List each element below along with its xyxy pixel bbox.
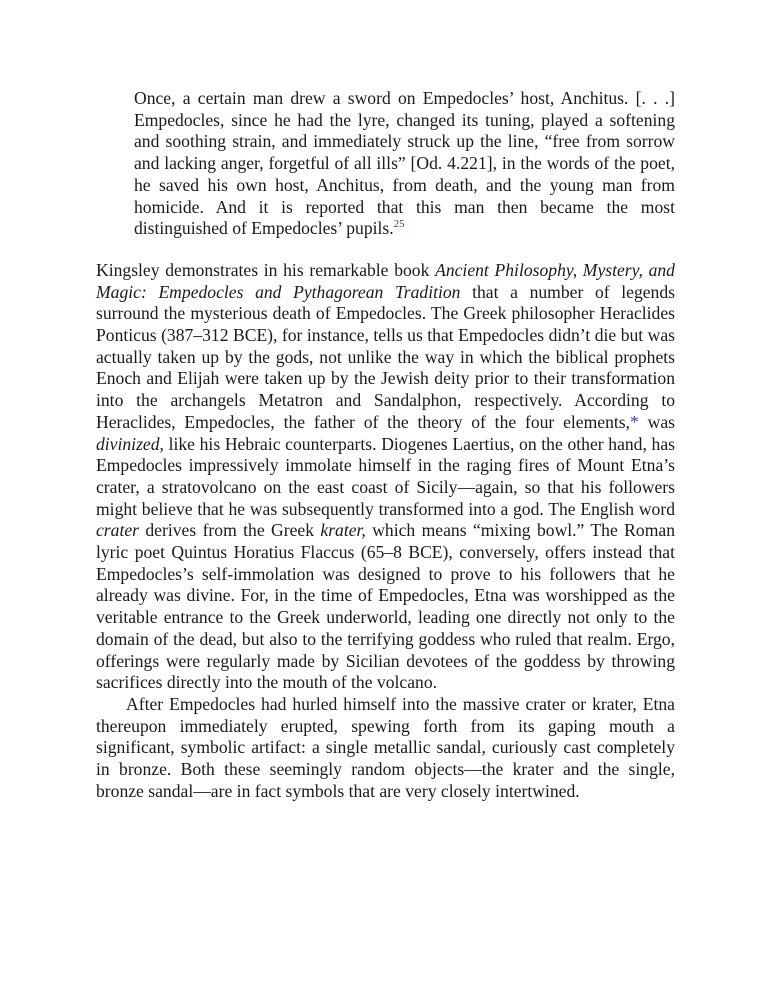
text-run: was <box>638 411 675 432</box>
text-run: derives from the Greek <box>139 520 321 541</box>
text-run: like his Hebraic counterparts. Diogenes Laertius, on the other hand, has Empedocles impressively immolate himself in the raging fires of Mount Etna’s crater, a stratovolcano on the east coast of Sicily—again, so that his followers might believe that he was subsequently transformed into a god. The English word <box>96 433 675 519</box>
italic-divinized: divinized, <box>96 433 164 454</box>
text-run: which means “mixing bowl.” The Roman lyric poet Quintus Horatius Flaccus (65–8 BCE), conversely, offers instead that Empedocles’s self-immolation was designed to prove to his followers that he already was divine. For, in the time of Empedocles, Etna was worshipped as the veritable entrance to the Greek underworld, leading one directly not only to the domain of the dead, but also to the terrifying goddess who ruled that realm. Ergo, offerings were regularly made by Sicilian devotees of the goddess by throwing sacrifices directly into the mouth of the volcano. <box>96 520 675 693</box>
quote-text: Once, a certain man drew a sword on Empedocles’ host, Anchitus. [. . .] Empedocles, since he had the lyre, changed its tuning, played a softening and soothing strain, and immediately struck up the line, “free from sorrow and lacking anger, forgetful of all ills” [Od. 4.221], in the words of the poet, he saved his own host, Anchitus, from death, and the young man from homicide. And it is reported that this man then became the most distinguished of Empedocles’ pupils. <box>134 88 675 239</box>
block-quote <box>134 88 675 240</box>
body-paragraph-1 <box>96 260 675 694</box>
body-text <box>96 260 675 803</box>
text-run: that a number of legends surround the mysterious death of Empedocles. The Greek philosopher Heraclides Ponticus (387–312 BCE), for instance, tells us that Empedocles didn’t die but was actually taken up by the gods, not unlike the way in which the biblical prophets Enoch and Elijah were taken up by the Jewish deity prior to their transformation into the archangels Metatron and Sandalphon, respectively. According to Heraclides, Empedocles, the father of the theory of the four elements, <box>96 281 675 432</box>
quote-paragraph <box>134 88 675 240</box>
italic-crater: crater <box>96 520 139 541</box>
footnote-link[interactable]: 25 <box>393 218 405 231</box>
italic-krater: krater, <box>320 520 366 541</box>
book-title: Ancient Philosophy, Mystery, and Magic: Empedocles and Pythagorean Tradition <box>96 259 675 302</box>
book-page <box>96 88 675 803</box>
text-run: Kingsley demonstrates in his remarkable book <box>96 259 436 280</box>
asterisk-note-link[interactable]: * <box>630 411 639 432</box>
body-paragraph-2: After Empedocles had hurled himself into the massive crater or krater, Etna thereupon immediately erupted, spewing forth from its gaping mouth a significant, symbolic artifact: a single metallic sandal, curiously cast completely in bronze. Both these seemingly random objects—the krater and the single, bronze sandal—are in fact symbols that are very closely intertwined. <box>96 693 675 801</box>
